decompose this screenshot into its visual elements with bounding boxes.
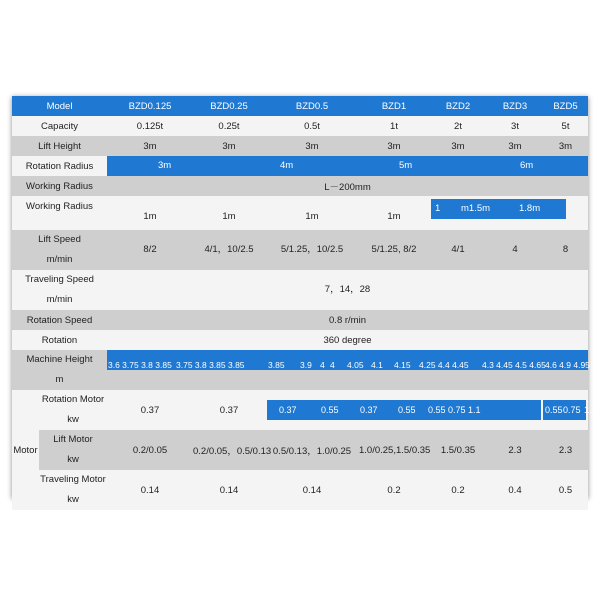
cell: 0.37 [219,404,239,416]
cell: 2.3 [508,444,522,456]
header-bzd025: BZD0.25 [193,96,265,116]
row-label [12,230,107,270]
cell: 0.8 r/min [329,314,366,326]
row-label: Working Radius [26,180,93,192]
cell: 3.6 3.75 3.8 3.85 [108,360,172,370]
cell: m1.5m [461,203,491,214]
row-rotation [12,330,588,350]
cell: 3m [508,140,522,152]
cell: 4.3 4.45 4.5 4.65 [482,360,546,370]
cell: 3.85 [268,360,285,370]
header-bzd2: BZD2 [429,96,487,116]
cell: L－200mm [324,182,371,193]
cell: 0.37 [360,405,378,415]
label-line-2: kw [67,494,79,505]
label-line-1: Traveling Speed [25,274,94,285]
cell: 0.5t [304,120,320,132]
header-bzd0125: BZD0.125 [107,96,193,116]
cell: 1m [222,210,236,222]
cell: 3t [511,120,519,132]
row-lift-speed [12,230,588,270]
label-line-2: m/min [46,254,73,265]
row-label: Capacity [41,120,78,132]
cell: 5/1.25, 8/2 [371,244,417,255]
label-line-1: Traveling Motor [40,474,106,485]
row-lift-motor [12,430,588,470]
row-label [39,390,107,430]
cell: 3m [143,140,157,152]
cell: 4.15 [394,360,411,370]
label-line-1: Lift Speed [38,234,81,245]
rotation-motor-highlight-cell-2 [543,390,597,430]
spec-table [12,96,597,510]
cell: 4 [320,360,325,370]
row-label [12,350,107,390]
cell: 4.1 [371,360,383,370]
cell: 4.05 [347,360,364,370]
cell: 0.55 [321,405,339,415]
cell: 5/1.25，10/2.5 [280,244,344,255]
cell: 5m [399,160,413,171]
header-bzd1: BZD1 [359,96,429,116]
cell: 3m [387,140,401,152]
row-label: Rotation [41,334,78,346]
row-rotation-radius [12,156,588,176]
cell: 0.14 [219,484,239,496]
cell: 0.125t [136,120,164,132]
cell: 0.75 [563,405,581,415]
cell: 1.8m [519,203,541,214]
row-label [39,430,107,470]
cell: 2.3 [558,444,573,456]
label-line-1: Rotation Motor [41,394,105,405]
cell: 3m [305,140,319,152]
row-label: Lift Height [38,140,81,152]
rotation-radius-band [107,156,588,176]
row-label [39,470,107,510]
row-lift-height [12,136,588,156]
cell: 0.37 [140,404,160,416]
header-bzd3: BZD3 [487,96,543,116]
working-radius-highlight-cell [429,196,588,230]
cell: 3m [451,140,465,152]
motor-group-label: Motor [12,390,39,510]
cell: 0.37 [279,405,297,415]
row-traveling-motor [12,470,588,510]
cell: 4.6 4.9 4.95 [545,360,590,370]
rotation-motor-highlight [267,400,541,420]
row-rotation-speed [12,310,588,330]
cell: 0.4 [508,484,522,496]
rotation-motor-highlight-cell [265,390,543,430]
cell: 8/2 [143,244,157,255]
machine-height-band [107,350,588,370]
row-working-radius-1 [12,176,588,196]
label-line-2: kw [67,454,79,465]
cell: 0.5 [558,484,573,496]
row-machine-height [12,350,588,390]
row-label: Rotation Speed [26,314,93,326]
row-rotation-motor [12,390,588,430]
working-radius-highlight [431,199,566,219]
cell: 0.2 [451,484,465,496]
header-row [12,96,588,116]
cell: 4 [512,244,518,255]
cell: 3m [558,140,573,152]
cell: 0.2/0.05，0.5/0.13 [193,446,272,457]
cell: 7，14，28 [324,284,371,295]
label-line-1: Lift Motor [53,434,93,445]
label-line-1: Machine Height [26,354,93,365]
header-model: Model [12,96,107,116]
cell: 4/1，10/2.5 [204,244,254,255]
label-line-2: m [55,374,64,385]
cell: 4m [280,160,294,171]
cell: 1m [305,210,319,222]
cell: 0.55 [545,405,563,415]
cell: 3.75 3.8 3.85 3.85 [176,360,245,370]
cell: 5t [561,120,570,132]
cell: 3m [158,160,172,171]
cell: 4/1 [451,244,465,255]
header-bzd05: BZD0.5 [265,96,359,116]
cell: 1.5/0.35 [440,444,476,456]
cell: 1t [390,120,398,132]
cell: 0.2/0.05 [132,444,168,456]
cell: 0.5/0.13，1.0/0.25 [272,446,352,457]
cell: 0.14 [140,484,160,496]
cell: 0.55 [398,405,416,415]
label-line-2: kw [67,414,79,425]
cell: 0.2 [387,484,401,496]
cell: 8 [562,244,569,255]
cell: 3m [222,140,236,152]
cell: 0.25t [218,120,240,132]
cell: 4.25 4.4 4.45 [419,360,469,370]
cell: 1m [387,210,401,222]
machine-height-band-cell [107,350,588,390]
cell: 360 degree [323,334,372,346]
label-line-2: m/min [46,294,73,305]
cell: 0.14 [302,484,322,496]
cell: 0.55 0.75 1.1 [428,405,481,415]
row-label: Working Radius [26,201,93,212]
rotation-motor-highlight-end [543,400,597,420]
cell: 3.9 [300,360,312,370]
cell: 1.1 [584,405,597,415]
row-label: Rotation Radius [12,156,107,176]
row-label [12,270,107,310]
cell: 1 [435,203,441,214]
row-traveling-speed [12,270,588,310]
cell: 2t [454,120,462,132]
spec-table-card [12,96,597,505]
row-capacity [12,116,588,136]
cell: 6m [520,160,534,171]
cell: 4 [330,360,335,370]
header-bzd5: BZD5 [543,96,588,116]
row-working-radius-2 [12,196,588,230]
cell: 1.0/0.25,1.5/0.35 [359,444,431,456]
cell: 1m [143,210,157,222]
